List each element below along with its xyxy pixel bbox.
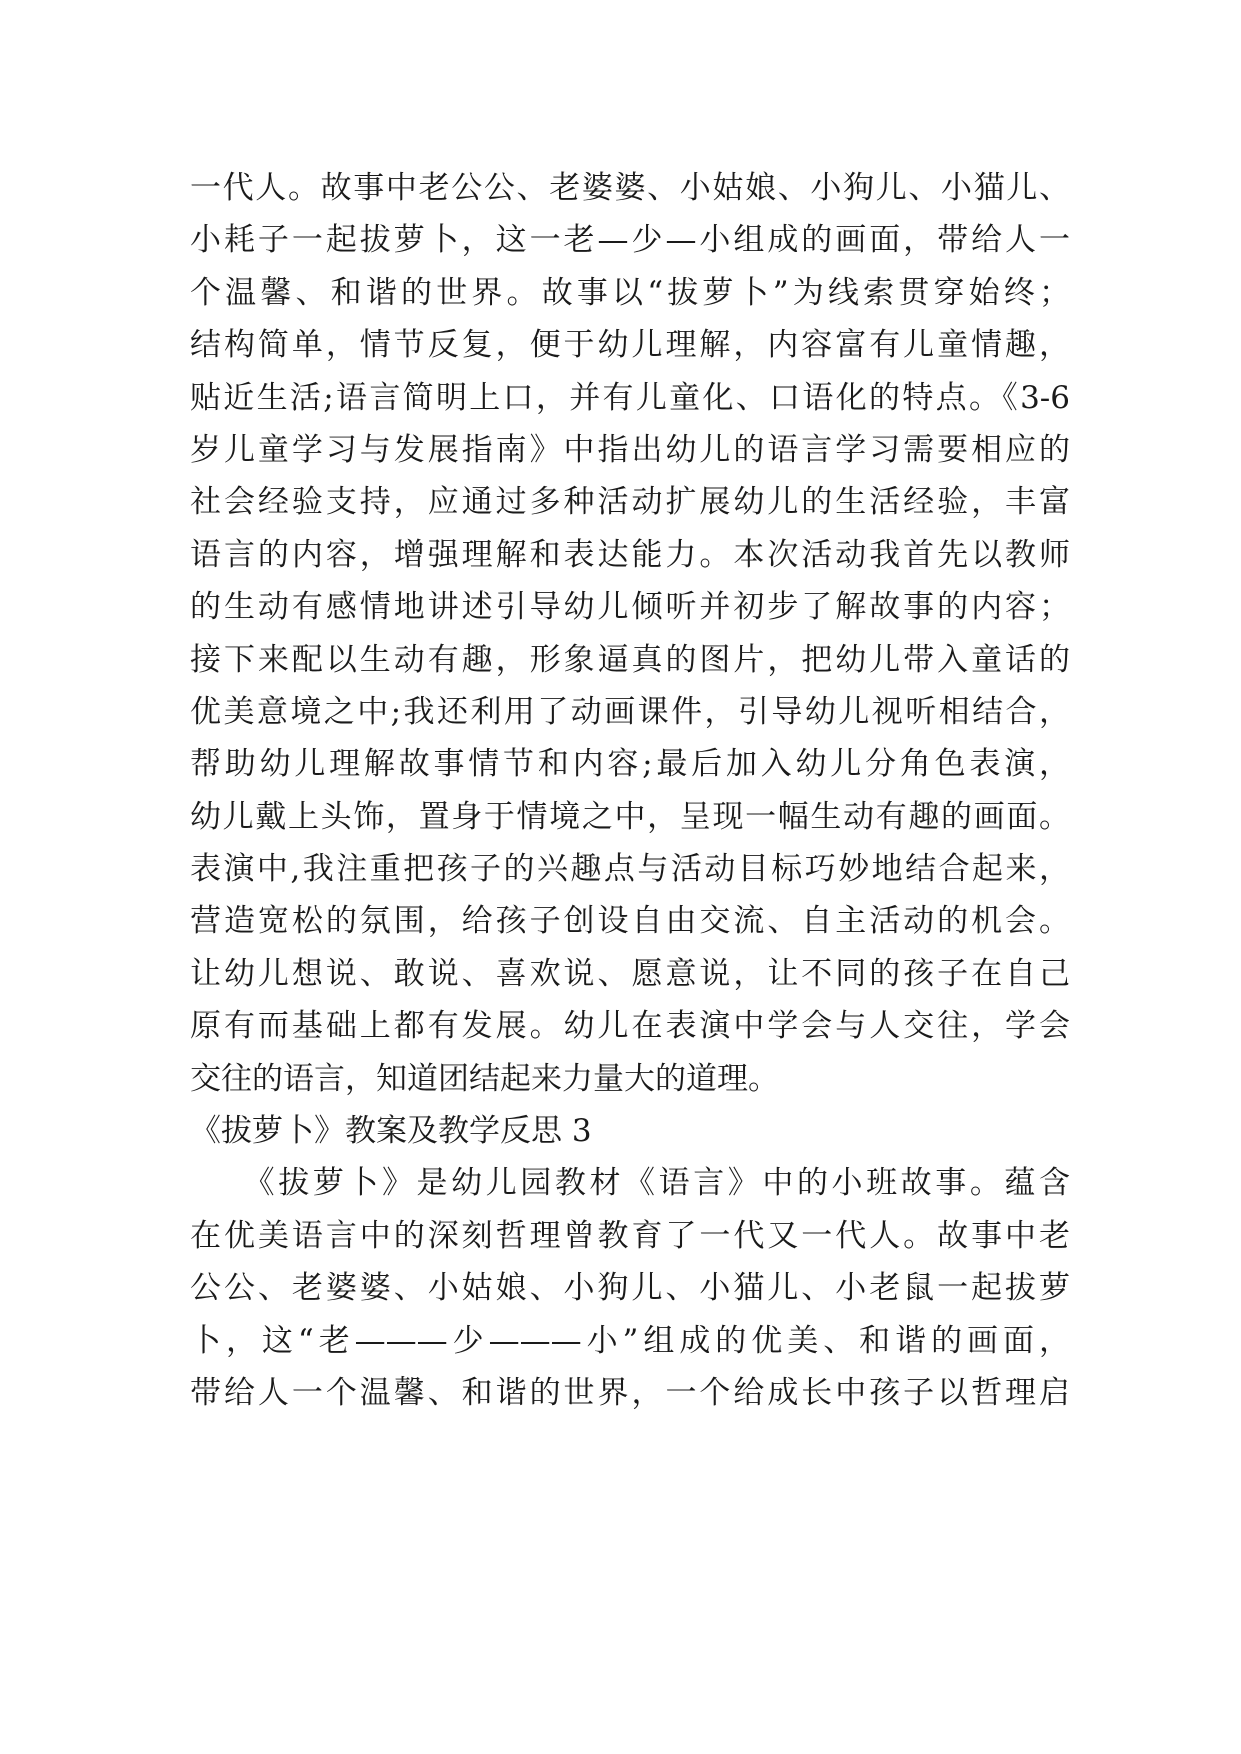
text-line: 接下来配以生动有趣，形象逼真的图片，把幼儿带入童话的 [190,641,1070,678]
text-line: 幼儿戴上头饰，置身于情境之中，呈现一幅生动有趣的画面。 [190,798,1070,835]
text-line: 个温馨、和谐的世界。故事以“拔萝卜”为线索贯穿始终； [190,274,1070,311]
text-line: 在优美语言中的深刻哲理曾教育了一代又一代人。故事中老 [190,1217,1070,1254]
text-line: 贴近生活;语言简明上口，并有儿童化、口语化的特点。《3-6 [190,379,1070,416]
text-line: 让幼儿想说、敢说、喜欢说、愿意说，让不同的孩子在自己 [190,955,1070,992]
text-line: 帮助幼儿理解故事情节和内容;最后加入幼儿分角色表演， [190,746,1070,783]
text-line: 原有而基础上都有发展。幼儿在表演中学会与人交往，学会 [190,1008,1070,1045]
section-heading: 《拔萝卜》教案及教学反思 3 [190,1113,592,1150]
text-line: 语言的内容，增强理解和表达能力。本次活动我首先以教师 [190,536,1070,573]
text-line: 优美意境之中;我还利用了动画课件，引导幼儿视听相结合， [190,693,1070,730]
body-text [190,162,1070,1419]
text-line: 交往的语言，知道团结起来力量大的道理。 [190,1060,779,1097]
text-line: 公公、老婆婆、小姑娘、小狗儿、小猫儿、小老鼠一起拔萝 [190,1270,1070,1307]
text-line: 带给人一个温馨、和谐的世界，一个给成长中孩子以哲理启 [190,1374,1070,1411]
text-line: 营造宽松的氛围，给孩子创设自由交流、自主活动的机会。 [190,903,1070,940]
text-line: 卜，这“老———少———小”组成的优美、和谐的画面， [190,1322,1070,1359]
text-line: 表演中,我注重把孩子的兴趣点与活动目标巧妙地结合起来， [190,851,1070,888]
text-line: 小耗子一起拔萝卜，这一老—少—小组成的画面，带给人一 [190,222,1070,259]
text-line: 《拔萝卜》是幼儿园教材《语言》中的小班故事。蕴含 [190,1165,1070,1202]
text-line: 结构简单，情节反复，便于幼儿理解，内容富有儿童情趣， [190,327,1070,364]
text-line: 岁儿童学习与发展指南》中指出幼儿的语言学习需要相应的 [190,431,1070,468]
text-line: 一代人。故事中老公公、老婆婆、小姑娘、小狗儿、小猫儿、 [190,170,1070,206]
text-line: 的生动有感情地讲述引导幼儿倾听并初步了解故事的内容； [190,589,1070,626]
text-line: 社会经验支持，应通过多种活动扩展幼儿的生活经验，丰富 [190,484,1070,521]
